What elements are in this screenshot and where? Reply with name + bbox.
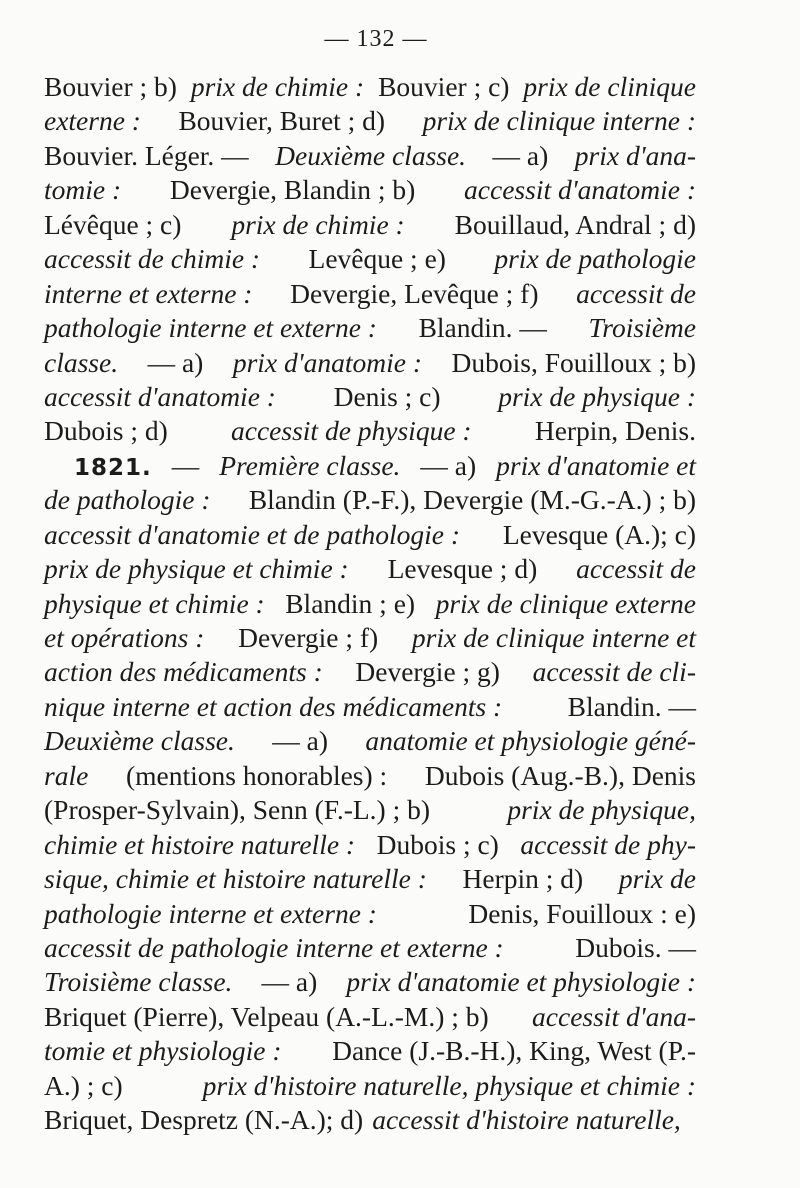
italic-text-segment: prix de clinique	[523, 71, 696, 102]
text-line	[44, 759, 696, 793]
text-segment: Dubois ; c)	[376, 828, 499, 860]
text-segment: Denis, Fouilloux : e)	[468, 897, 696, 929]
text-line	[44, 242, 696, 276]
italic-text-segment: prix d'anatomie et	[496, 449, 696, 481]
text-segment: — a)	[147, 346, 204, 378]
italic-text-segment: accessit de	[576, 553, 696, 585]
italic-text-segment: physique et chimie :	[44, 587, 265, 619]
italic-text-segment: accessit d'anatomie et de pathologie :	[44, 518, 460, 550]
body-text	[44, 70, 696, 1138]
italic-text-segment: Troisième classe.	[44, 966, 233, 998]
italic-text-segment: anatomie et physiologie géné-	[365, 725, 696, 757]
text-segment: Blandin. —	[418, 312, 547, 344]
italic-text-segment: prix de chimie :	[190, 71, 365, 102]
text-segment: Bouvier ; b)	[44, 71, 177, 102]
text-line	[44, 414, 696, 448]
text-line	[44, 173, 696, 207]
italic-text-segment: accessit d'anatomie :	[464, 174, 696, 206]
text-segment: Briquet (Pierre), Velpeau (A.-L.-M.) ; b)	[44, 1000, 489, 1032]
italic-text-segment: prix d'anatomie et physiologie :	[346, 966, 696, 998]
text-segment: Devergie, Levêque ; f)	[290, 277, 539, 309]
text-segment: Devergie, Blandin ; b)	[169, 174, 416, 206]
text-line	[44, 1069, 696, 1103]
italic-text-segment: tomie :	[44, 174, 122, 206]
text-segment: Denis ; c)	[333, 380, 441, 412]
text-line	[44, 1000, 696, 1034]
text-segment: Blandin (P.-F.), Devergie (M.-G.-A.) ; b)	[248, 484, 696, 516]
italic-text-segment: accessit de	[576, 277, 696, 309]
text-line	[44, 587, 696, 621]
text-line	[44, 104, 696, 138]
italic-text-segment: sique, chimie et histoire naturelle :	[44, 863, 427, 895]
text-segment: (Prosper-Sylvain), Senn (F.-L.) ; b)	[44, 794, 431, 826]
text-segment: Herpin, Denis.	[534, 415, 696, 447]
italic-text-segment: pathologie interne et externe :	[44, 897, 377, 929]
text-segment: — a)	[261, 966, 318, 998]
text-line	[44, 1103, 696, 1137]
italic-text-segment: Deuxième classe.	[44, 725, 235, 757]
text-segment: Dubois, Fouilloux ; b)	[451, 346, 696, 378]
text-segment: — a)	[492, 139, 549, 171]
italic-text-segment: prix d'ana-	[574, 139, 696, 171]
text-segment: Blandin. —	[567, 690, 696, 722]
text-segment: Dance (J.-B.-H.), King, West (P.-	[332, 1035, 696, 1067]
text-segment: Dubois (Aug.-B.), Denis	[424, 759, 696, 791]
text-line	[44, 690, 696, 724]
italic-text-segment: accessit d'ana-	[532, 1000, 696, 1032]
text-line	[44, 724, 696, 758]
italic-text-segment: Deuxième classe.	[275, 139, 467, 171]
italic-text-segment: accessit de physique :	[231, 415, 472, 447]
text-segment: Bouillaud, Andral ; d)	[454, 208, 696, 240]
italic-text-segment: tomie et physiologie :	[44, 1035, 282, 1067]
text-line	[44, 931, 696, 965]
text-segment: Devergie ; f)	[238, 622, 379, 653]
text-line	[44, 552, 696, 586]
italic-text-segment: Première classe.	[219, 449, 401, 481]
italic-text-segment: prix de chimie :	[231, 208, 405, 240]
italic-text-segment: prix d'histoire naturelle, physique et chimie :	[202, 1069, 696, 1101]
italic-text-segment: action des médicaments :	[44, 656, 323, 688]
text-segment: Levesque (A.); c)	[502, 518, 696, 550]
text-line	[44, 828, 696, 862]
text-segment: Devergie ; g)	[355, 656, 500, 688]
italic-text-segment: de pathologie :	[44, 484, 211, 516]
italic-text-segment: prix de pathologie	[494, 243, 696, 275]
text-segment: Herpin ; d)	[462, 863, 584, 895]
text-segment: Dubois ; d)	[44, 415, 168, 447]
text-segment: Bouvier. Léger. —	[44, 139, 249, 171]
italic-text-segment: prix de physique et chimie :	[44, 553, 349, 585]
text-line	[44, 208, 696, 242]
italic-text-segment: accessit de pathologie interne et externe :	[44, 931, 504, 963]
text-line	[44, 518, 696, 552]
italic-text-segment: accessit de cli-	[532, 656, 696, 688]
italic-text-segment: nique interne et action des médicaments :	[44, 690, 503, 722]
text-segment: Blandin ; e)	[285, 587, 416, 619]
text-line	[44, 1034, 696, 1068]
italic-text-segment: accessit d'histoire naturelle,	[372, 1104, 681, 1136]
text-line	[44, 380, 696, 414]
text-line	[44, 655, 696, 689]
italic-text-segment: rale	[44, 759, 89, 791]
italic-text-segment: prix de clinique externe	[435, 587, 696, 619]
text-segment: —	[171, 449, 200, 481]
text-line	[44, 311, 696, 345]
page-number: — 132 —	[324, 26, 428, 52]
text-segment: Levesque ; d)	[387, 553, 538, 585]
italic-text-segment: prix de clinique interne :	[422, 105, 696, 137]
text-line	[44, 139, 696, 173]
text-segment: Briquet, Despretz (N.-A.); d)	[44, 1104, 364, 1136]
text-line	[44, 70, 696, 104]
italic-text-segment: chimie et histoire naturelle :	[44, 828, 356, 860]
italic-text-segment: prix de	[618, 863, 696, 895]
text-line	[44, 897, 696, 931]
year-heading: 1821.	[74, 454, 152, 481]
italic-text-segment: externe :	[44, 105, 141, 137]
italic-text-segment: classe.	[44, 346, 119, 378]
text-segment: — a)	[420, 449, 477, 481]
italic-text-segment: prix de physique :	[498, 380, 696, 412]
text-line	[44, 346, 696, 380]
text-line	[44, 793, 696, 827]
text-line	[44, 449, 696, 483]
text-segment: — a)	[272, 725, 328, 757]
text-line	[44, 965, 696, 999]
italic-text-segment: prix de clinique interne et	[411, 622, 696, 653]
text-line	[44, 862, 696, 896]
italic-text-segment: prix de physique,	[507, 794, 696, 826]
italic-text-segment: pathologie interne et externe :	[44, 312, 377, 344]
italic-text-segment: accessit d'anatomie :	[44, 380, 276, 412]
text-segment: Levêque ; e)	[308, 243, 446, 275]
italic-text-segment: accessit de phy-	[520, 828, 696, 860]
italic-text-segment: interne et externe :	[44, 277, 253, 309]
italic-text-segment: et opérations :	[44, 622, 205, 653]
text-segment: Dubois. —	[575, 931, 696, 963]
text-segment: Bouvier ; c)	[378, 71, 510, 102]
italic-text-segment: prix d'anatomie :	[232, 346, 423, 378]
text-line	[44, 483, 696, 517]
text-line	[44, 621, 696, 655]
text-segment: Bouvier, Buret ; d)	[178, 105, 386, 137]
italic-text-segment: accessit de chimie :	[44, 243, 261, 275]
text-segment: A.) ; c)	[44, 1069, 123, 1101]
text-line	[44, 277, 696, 311]
text-segment: Lévêque ; c)	[44, 208, 182, 240]
italic-text-segment: Troisième	[588, 312, 696, 344]
text-segment: (mentions honorables) :	[125, 759, 388, 791]
